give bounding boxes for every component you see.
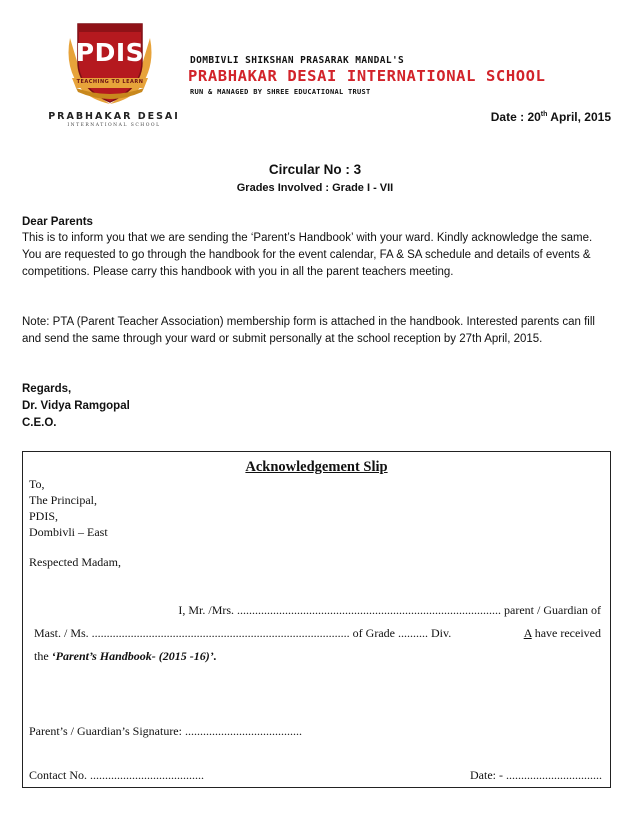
logo-caption: [44, 111, 184, 128]
logo-school-name: PRABHAKAR DESAI: [48, 111, 180, 122]
signoff-block: [22, 381, 612, 432]
slip-recipient: The Principal,: [29, 493, 97, 507]
handbook-received-line: the ‘Parent’s Handbook- (2015 -16)’.: [34, 649, 217, 663]
signatory-name: Dr. Vidya Ramgopal: [22, 400, 130, 412]
school-name: PRABHAKAR DESAI INTERNATIONAL SCHOOL: [188, 67, 546, 85]
slip-title: Acknowledgement Slip: [245, 459, 388, 475]
acknowledgement-slip: [22, 451, 611, 788]
managed-by: RUN & MANAGED BY SHREE EDUCATIONAL TRUST: [190, 88, 371, 96]
slip-date-field[interactable]: Date: - ................................: [470, 768, 602, 782]
salutation: Dear Parents: [22, 216, 93, 228]
slip-to: To,: [29, 477, 45, 491]
grades-involved: Grades Involved : Grade I - VII: [236, 182, 394, 194]
slip-place: Dombivli – East: [29, 525, 108, 539]
regards: Regards,: [22, 383, 72, 395]
school-logo: [62, 18, 158, 110]
body-paragraph-1: This is to inform you that we are sending the ‘Parent’s Handbook’ with your ward. Kindly acknowledge the same. You are requested to go through the handbook for the event calendar, FA & SA schedule and details of events & competitions. Please carry this handbook with you in all the parent teachers meeting.: [22, 232, 593, 278]
circular-title: Circular No : 3: [268, 162, 362, 177]
slip-org: PDIS,: [29, 509, 59, 523]
trust-name: DOMBIVLI SHIKSHAN PRASARAK MANDAL'S: [190, 55, 405, 66]
slip-greeting: Respected Madam,: [29, 555, 121, 569]
logo-ribbon-text: TEACHING TO LEARN: [76, 79, 144, 85]
logo-school-sub: INTERNATIONAL SCHOOL: [67, 123, 161, 128]
signatory-designation: C.E.O.: [22, 417, 57, 429]
letter-date: Date : 20th April, 2015: [490, 110, 611, 124]
contact-field[interactable]: Contact No. ......................................: [29, 768, 204, 782]
signature-field[interactable]: Parent’s / Guardian’s Signature: .......................................: [29, 724, 302, 738]
slip-address: [29, 476, 108, 540]
student-name-line[interactable]: Mast. / Ms. ...................................................................................... of Grade .......... Div. A have received: [34, 626, 601, 640]
body-paragraph-2: Note: PTA (Parent Teacher Association) membership form is attached in the handbook. Interested parents can fill and send the same through your ward or submit personally at the school reception by 27th April, 2015.: [22, 316, 595, 345]
parent-name-line[interactable]: I, Mr. /Mrs. ........................................................................................ parent / Guardian of: [178, 603, 601, 617]
logo-abbrev: PDIS: [75, 38, 145, 67]
